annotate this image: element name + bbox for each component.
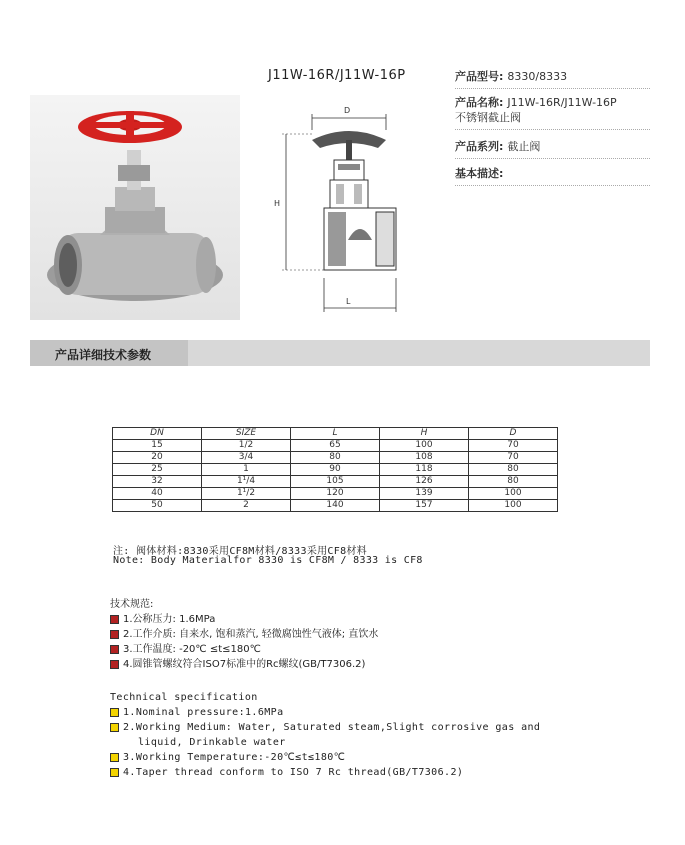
table-cell: 100 (469, 500, 558, 512)
tech-cn-item-text: 4.圆锥管螺纹符合ISO7标准中的Rc螺纹(GB/T7306.2) (123, 659, 366, 670)
table-header-cell: L (291, 428, 380, 440)
table-cell: 80 (291, 452, 380, 464)
yellow-bullet-icon (110, 753, 119, 762)
tech-en-item-text: 1.Nominal pressure:1.6MPa (123, 707, 284, 718)
section-title: 产品详细技术参数 (55, 348, 152, 362)
table-header-cell: D (469, 428, 558, 440)
table-row (113, 476, 558, 488)
tech-en-item (110, 752, 345, 763)
table-cell: 15 (113, 440, 202, 452)
tech-en-item-text: 3.Working Temperature:-20℃≤t≤180℃ (123, 752, 346, 763)
table-cell: 126 (380, 476, 469, 488)
table-row (113, 488, 558, 500)
tech-en-item-continuation: liquid, Drinkable water (138, 737, 286, 748)
info-name-value-line2: 不锈钢截止阀 (455, 111, 521, 124)
table-row (113, 452, 558, 464)
table-cell: 157 (380, 500, 469, 512)
table-row (113, 440, 558, 452)
tech-cn-item (110, 655, 365, 670)
info-series-value: 截止阀 (507, 140, 541, 153)
info-name-label: 产品名称: (455, 96, 504, 109)
table-cell: 118 (380, 464, 469, 476)
table-row (113, 464, 558, 476)
table-cell: 1¹/4 (202, 476, 291, 488)
table-cell: 140 (291, 500, 380, 512)
table-header-row (113, 428, 558, 440)
dim-l-label: L (346, 297, 351, 306)
table-header-cell: DN (113, 428, 202, 440)
info-model-no-label: 产品型号: (455, 70, 504, 83)
table-cell: 2 (202, 500, 291, 512)
dim-h-label: H (274, 199, 281, 208)
table-cell: 100 (380, 440, 469, 452)
dim-d-label: D (344, 106, 351, 115)
info-name (455, 95, 650, 130)
table-header-cell: H (380, 428, 469, 440)
tech-cn-item-text: 1.公称压力: 1.6MPa (123, 614, 216, 625)
table-cell: 100 (469, 488, 558, 500)
info-model-no-value: 8330/8333 (507, 70, 568, 83)
technical-drawing (268, 100, 418, 324)
tech-en-item-text: 4.Taper thread conform to ISO 7 Rc thread(GB/T7306.2) (123, 767, 464, 778)
red-bullet-icon (110, 660, 119, 669)
tech-cn-item-text: 3.工作温度: -20℃ ≤t≤180℃ (123, 644, 261, 655)
note-cn: 注: 阀体材料:8330采用CF8M材料/8333采用CF8材料 (113, 546, 367, 557)
table-cell: 70 (469, 452, 558, 464)
table-cell: 108 (380, 452, 469, 464)
table-cell: 70 (469, 440, 558, 452)
product-photo (30, 95, 240, 320)
info-model-no (455, 68, 650, 89)
table-cell: 1/2 (202, 440, 291, 452)
yellow-bullet-icon (110, 708, 119, 717)
valve-photo-illustration (30, 95, 240, 320)
tech-en-item-text: 2.Working Medium: Water, Saturated steam,Slight corrosive gas and (123, 722, 541, 733)
table-cell: 80 (469, 476, 558, 488)
table-cell: 90 (291, 464, 380, 476)
table-cell: 139 (380, 488, 469, 500)
red-bullet-icon (110, 630, 119, 639)
tech-en-item (110, 722, 540, 733)
tech-en-item (110, 767, 463, 778)
table-cell: 3/4 (202, 452, 291, 464)
table-cell: 65 (291, 440, 380, 452)
note-en: Note: Body Materialfor 8330 is CF8M / 8333 is CF8 (113, 555, 423, 566)
red-bullet-icon (110, 615, 119, 624)
yellow-bullet-icon (110, 768, 119, 777)
table-cell: 1 (202, 464, 291, 476)
table-cell: 80 (469, 464, 558, 476)
table-row (113, 500, 558, 512)
table-cell: 105 (291, 476, 380, 488)
tech-cn-item (110, 640, 261, 655)
tech-cn-item-text: 2.工作介质: 自来水, 饱和蒸汽, 轻微腐蚀性气液体; 直饮水 (123, 629, 379, 640)
model-title: J11W-16R/J11W-16P (268, 68, 406, 83)
table-cell: 1¹/2 (202, 488, 291, 500)
table-cell: 25 (113, 464, 202, 476)
tech-cn-item (110, 625, 378, 640)
table-cell: 20 (113, 452, 202, 464)
tech-cn-item (110, 610, 215, 625)
info-name-value: J11W-16R/J11W-16P (507, 96, 617, 109)
tech-en-title: Technical specification (110, 692, 258, 703)
info-series (455, 138, 650, 159)
info-desc (455, 165, 650, 186)
table-cell: 40 (113, 488, 202, 500)
tech-cn-title: 技术规范: (110, 599, 154, 610)
red-bullet-icon (110, 645, 119, 654)
info-desc-label: 基本描述: (455, 167, 504, 180)
yellow-bullet-icon (110, 723, 119, 732)
table-header-cell: SIZE (202, 428, 291, 440)
table-cell: 120 (291, 488, 380, 500)
tech-en-item (110, 707, 284, 718)
table-cell: 32 (113, 476, 202, 488)
spec-table (112, 427, 558, 512)
info-series-label: 产品系列: (455, 140, 504, 153)
table-cell: 50 (113, 500, 202, 512)
